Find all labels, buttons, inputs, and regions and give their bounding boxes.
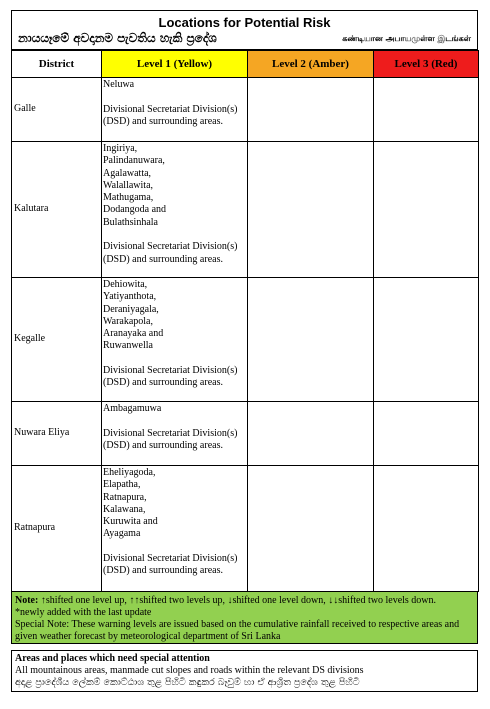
table-row xyxy=(12,142,479,278)
district-cell: Galle xyxy=(12,78,102,142)
level1-areas: Eheliyagoda, Elapatha, Ratnapura, Kalawana, Kuruwita and Ayagama Divisional Secretariat Division(s) (DSD) and surrounding areas. xyxy=(103,467,238,577)
title-box xyxy=(11,10,478,50)
attention-box xyxy=(11,650,478,692)
special-note: Special Note: These warning levels are issued based on the cumulative rainfall received to respective areas and given weather forecast by meteorological department of Sri Lanka xyxy=(15,619,460,642)
level2-cell xyxy=(248,78,374,142)
level1-cell xyxy=(102,142,248,278)
table-row xyxy=(12,78,479,142)
table-header-row xyxy=(12,51,479,78)
level3-cell xyxy=(374,78,479,142)
risk-table xyxy=(11,50,479,592)
risk-document xyxy=(11,10,478,692)
note-box xyxy=(11,592,478,644)
district-cell: Kalutara xyxy=(12,142,102,278)
level1-cell xyxy=(102,278,248,402)
level1-cell xyxy=(102,402,248,466)
level1-cell xyxy=(102,78,248,142)
attention-sinhala: අදාළ ප්‍රාදේශීය ලේකම් කොට්ඨාශ තුළ පිහිටි කඳුකර බෑවුම් හා ඒ ආශ්‍රිත ප්‍රදේශ තුළ පිහිටි xyxy=(15,677,360,688)
district-cell: Nuwara Eliya xyxy=(12,402,102,466)
table-row xyxy=(12,466,479,592)
level1-cell xyxy=(102,466,248,592)
district-cell: Kegalle xyxy=(12,278,102,402)
level1-areas: Dehiowita, Yatiyanthota, Deraniyagala, Warakapola, Aranayaka and Ruwanwella Divisional Secretariat Division(s) (DSD) and surrounding areas. xyxy=(103,279,238,389)
level2-cell xyxy=(248,278,374,402)
title-tamil: கண்டியான அபாயமுள்ள இடங்கள் xyxy=(342,34,471,43)
title-sinhala: නායයෑමේ අවදානම පැවතිය හැකි ප්‍රදේශ xyxy=(18,31,217,45)
attention-heading: Areas and places which need special attention xyxy=(15,653,210,664)
level2-cell xyxy=(248,466,374,592)
level1-areas: Ambagamuwa Divisional Secretariat Division(s) (DSD) and surrounding areas. xyxy=(103,403,238,451)
header-level3: Level 3 (Red) xyxy=(374,51,479,78)
table-row xyxy=(12,402,479,466)
note-label: Note: xyxy=(15,595,39,606)
note-text: ↑shifted one level up, ↑↑shifted two levels up, ↓shifted one level down, ↓↓shifted two levels down. xyxy=(38,595,437,606)
level3-cell xyxy=(374,466,479,592)
title-english: Locations for Potential Risk xyxy=(158,15,331,30)
header-level1: Level 1 (Yellow) xyxy=(102,51,248,78)
note-legend xyxy=(15,595,473,607)
level1-areas: Ingiriya, Palindanuwara, Agalawatta, Walallawita, Mathugama, Dodangoda and Bulathsinhala Divisional Secretariat Division(s) (DSD) and surrounding areas. xyxy=(103,143,238,265)
header-level2: Level 2 (Amber) xyxy=(248,51,374,78)
attention-english: All mountainous areas, manmade cut slopes and roads within the relevant DS divisions xyxy=(15,665,364,676)
level1-areas: Neluwa Divisional Secretariat Division(s) (DSD) and surrounding areas. xyxy=(103,79,238,127)
level3-cell xyxy=(374,142,479,278)
level2-cell xyxy=(248,142,374,278)
district-cell: Ratnapura xyxy=(12,466,102,592)
level3-cell xyxy=(374,402,479,466)
level2-cell xyxy=(248,402,374,466)
header-district: District xyxy=(12,51,102,78)
table-row xyxy=(12,278,479,402)
newly-added-note: *newly added with the last update xyxy=(15,607,152,618)
level3-cell xyxy=(374,278,479,402)
